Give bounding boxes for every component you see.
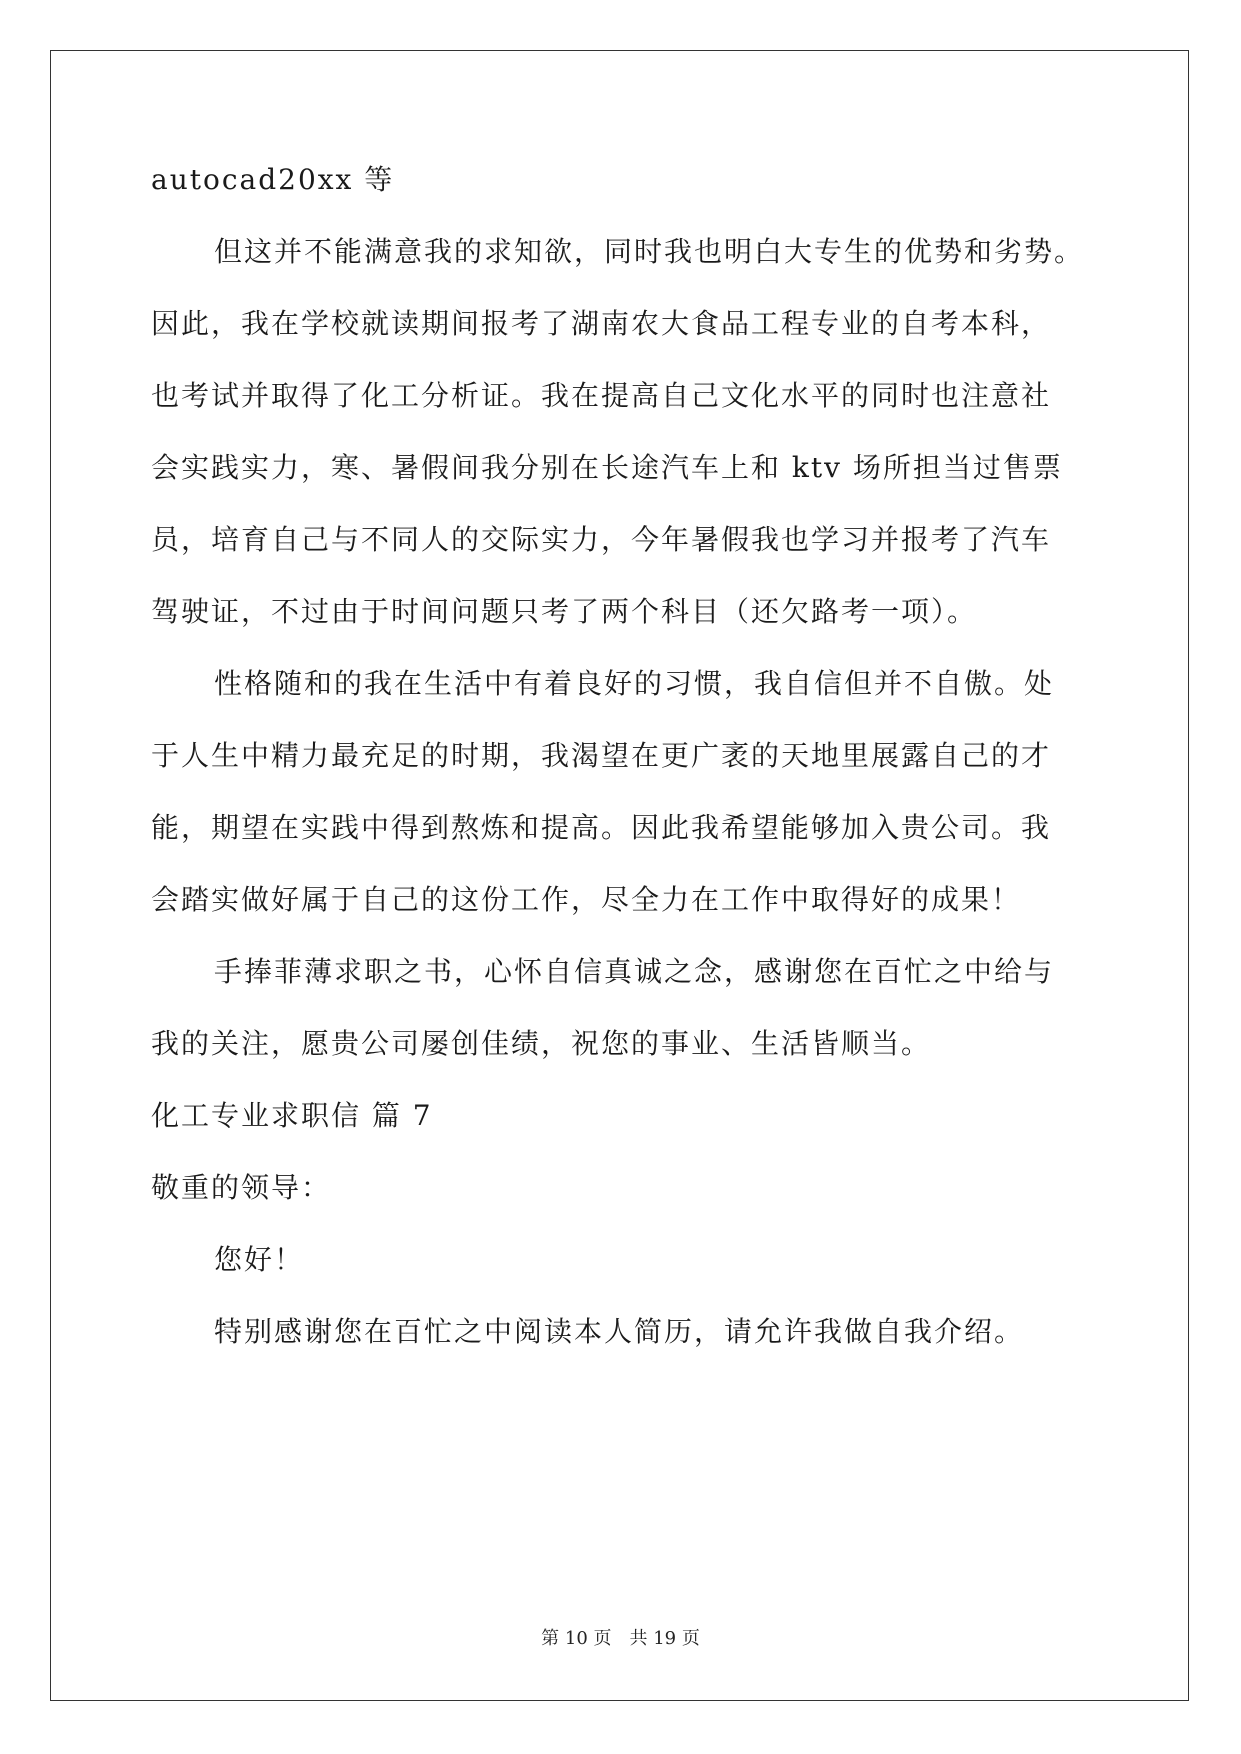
text-line: 能，期望在实践中得到熬炼和提高。因此我希望能够加入贵公司。我 (151, 811, 1052, 844)
salutation: 敬重的领导： (151, 1171, 332, 1204)
page-number-current: 第 10 页 (541, 1628, 612, 1649)
text-line: 会实践实力，寒、暑假间我分别在长途汽车上和 ktv 场所担当过售票 (151, 451, 1063, 484)
paragraph-line: 特别感谢您在百忙之中阅读本人简历，请允许我做自我介绍。 (214, 1315, 1025, 1348)
page-footer (0, 1627, 1241, 1651)
section-heading: 化工专业求职信 篇 7 (151, 1099, 433, 1132)
page-border (50, 50, 1189, 1701)
paragraph-line: 但这并不能满意我的求知欲，同时我也明白大专生的优势和劣势。 (214, 235, 1085, 268)
paragraph-line: 性格随和的我在生活中有着良好的习惯，我自信但并不自傲。处 (214, 667, 1055, 700)
text-line: 于人生中精力最充足的时期，我渴望在更广袤的天地里展露自己的才 (151, 739, 1052, 772)
text-line: 我的关注，愿贵公司屡创佳绩，祝您的事业、生活皆顺当。 (151, 1027, 932, 1060)
text-line: 员，培育自己与不同人的交际实力，今年暑假我也学习并报考了汽车 (151, 523, 1052, 556)
text-line: 也考试并取得了化工分析证。我在提高自己文化水平的同时也注意社 (151, 379, 1052, 412)
page-number-total: 共 19 页 (629, 1628, 700, 1649)
text-line: 会踏实做好属于自己的这份工作，尽全力在工作中取得好的成果！ (151, 883, 1022, 916)
text-line: 驾驶证，不过由于时间问题只考了两个科目（还欠路考一项）。 (151, 595, 978, 628)
paragraph-line: 手捧菲薄求职之书，心怀自信真诚之念，感谢您在百忙之中给与 (214, 955, 1055, 988)
text-line: autocad20xx 等 (151, 163, 395, 196)
text-line: 因此，我在学校就读期间报考了湖南农大食品工程专业的自考本科， (151, 307, 1052, 340)
greeting: 您好！ (214, 1243, 305, 1276)
